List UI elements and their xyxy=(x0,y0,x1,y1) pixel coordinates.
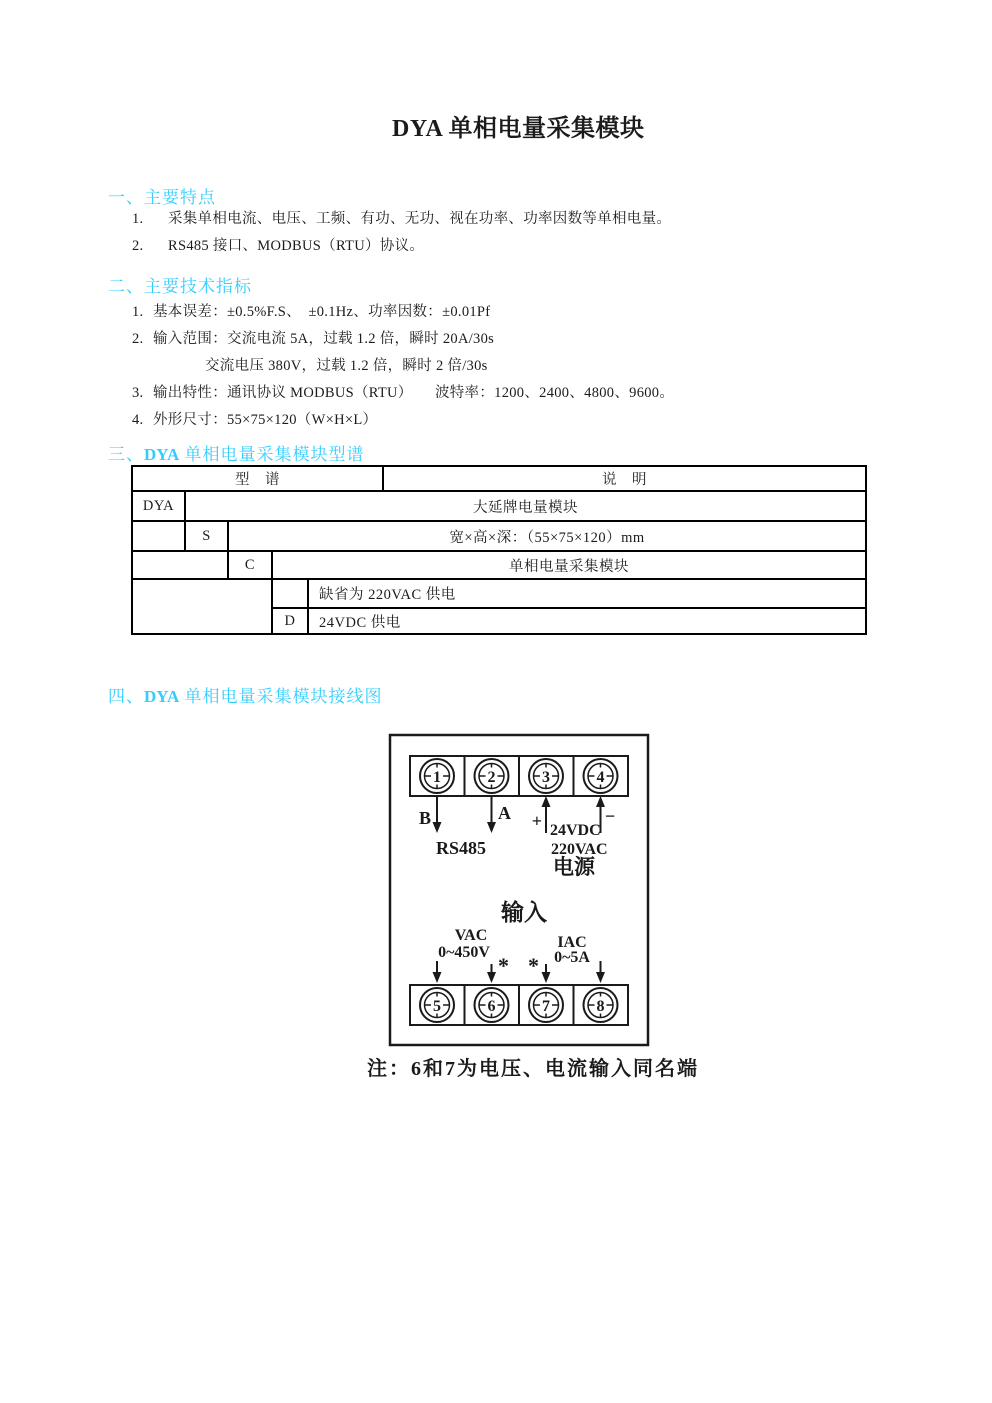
diagram-note: 注：6和7为电压、电流输入同名端 xyxy=(367,1058,699,1080)
page-title: DYA 单相电量采集模块 xyxy=(392,116,645,142)
heading-prefix: 四、 xyxy=(108,687,144,706)
terminal-2-number: 2 xyxy=(487,769,496,786)
table-desc-s: 宽×高×深：（55×75×120）mm xyxy=(449,529,645,546)
table-code-c: C xyxy=(244,556,256,573)
item-text: 基本误差：±0.5%F.S、 ±0.1Hz、功率因数：±0.01Pf xyxy=(153,304,491,320)
label-220vac: 220VAC xyxy=(551,841,608,858)
terminal-1-icon xyxy=(420,759,454,793)
label-rs485: RS485 xyxy=(435,838,487,858)
item-number: 2. xyxy=(132,331,144,347)
item-number: 2. xyxy=(132,238,144,254)
terminal-6-number: 6 xyxy=(487,998,496,1015)
label-iac: IAC xyxy=(557,934,587,951)
terminal-4-number: 4 xyxy=(596,769,605,786)
table-desc-default-supply: 缺省为 220VAC 供电 xyxy=(319,587,456,603)
heading-prefix: 三、 xyxy=(108,445,144,464)
terminal-7-icon xyxy=(529,988,563,1022)
table-header-description: 说 明 xyxy=(602,472,647,488)
label-vac: VAC xyxy=(454,927,488,944)
label-minus: − xyxy=(605,806,616,826)
section2-item-4 xyxy=(132,408,377,429)
vac-arrow-terminal5 xyxy=(433,961,442,983)
section1-heading: 一、主要特点 xyxy=(108,188,216,207)
item-number: 1. xyxy=(132,211,144,227)
label-a: A xyxy=(498,803,511,823)
item-text: RS485 接口、MODBUS（RTU）协议。 xyxy=(168,238,425,254)
heading-dya: DYA xyxy=(144,687,180,706)
rs485-b-arrow xyxy=(433,796,442,833)
table-code-dya: DYA xyxy=(142,497,175,514)
terminal-3-icon xyxy=(529,759,563,793)
item-text: 输出特性：通讯协议 MODBUS（RTU） 波特率：1200、2400、4800、9600。 xyxy=(153,385,675,401)
item-text: 外形尺寸：55×75×120（W×H×L） xyxy=(153,412,378,428)
terminal-6-icon xyxy=(475,988,509,1022)
label-b: B xyxy=(418,808,431,828)
item-number: 4. xyxy=(132,412,144,428)
terminal-1-number: 1 xyxy=(433,769,441,786)
terminal-7-number: 7 xyxy=(542,998,550,1015)
table-code-s: S xyxy=(202,527,211,544)
section2-heading: 二、主要技术指标 xyxy=(108,277,252,296)
section4-heading xyxy=(108,682,383,707)
label-vac-range: 0~450V xyxy=(438,944,490,961)
heading-rest: 单相电量采集模块型谱 xyxy=(179,445,365,464)
label-plus: + xyxy=(531,811,542,831)
terminal-3-number: 3 xyxy=(542,769,550,786)
terminal-2-icon xyxy=(475,759,509,793)
wiring-diagram xyxy=(340,723,740,1093)
terminal-4-icon xyxy=(584,759,618,793)
item-number: 1. xyxy=(132,304,144,320)
bottom-terminal-strip xyxy=(410,985,628,1025)
item-text: 采集单相电流、电压、工频、有功、无功、视在功率、功率因数等单相电量。 xyxy=(168,211,672,227)
section2-item-1 xyxy=(132,300,490,321)
heading-rest: 单相电量采集模块接线图 xyxy=(179,687,383,706)
vac-arrow-terminal6 xyxy=(487,964,496,983)
terminal-8-icon xyxy=(584,988,618,1022)
terminal-5-number: 5 xyxy=(433,998,441,1015)
iac-arrow-terminal8 xyxy=(596,961,605,983)
section1-item-2 xyxy=(132,234,424,255)
item-text: 交流电压 380V，过载 1.2 倍，瞬时 2 倍/30s xyxy=(205,358,488,374)
wiring-diagram-svg xyxy=(340,723,740,1088)
terminal-8-number: 8 xyxy=(596,998,605,1015)
table-desc-c: 单相电量采集模块 xyxy=(509,558,629,575)
label-power: 电源 xyxy=(553,855,595,879)
label-star-right: * xyxy=(498,953,509,978)
label-24vdc: 24VDC xyxy=(550,822,601,839)
table-header-model: 型 谱 xyxy=(235,472,280,488)
model-spectrum-table xyxy=(131,465,867,635)
section3-heading xyxy=(108,440,365,465)
rs485-a-arrow xyxy=(487,796,496,833)
section1-item-1 xyxy=(132,207,671,228)
item-number: 3. xyxy=(132,385,144,401)
heading-dya: DYA xyxy=(144,445,180,464)
section2-item-2 xyxy=(132,327,494,348)
section2-item-3 xyxy=(132,381,674,402)
label-iac-range: 0~5A xyxy=(554,949,590,966)
table-desc-dya: 大延牌电量模块 xyxy=(473,499,578,516)
label-input: 输入 xyxy=(501,900,547,925)
label-star-left: * xyxy=(528,953,539,978)
terminal-5-icon xyxy=(420,988,454,1022)
item-text: 输入范围：交流电流 5A，过载 1.2 倍，瞬时 20A/30s xyxy=(153,331,495,347)
table-code-d: D xyxy=(284,612,296,629)
iac-arrow-terminal7 xyxy=(542,964,551,983)
table-desc-24vdc: 24VDC 供电 xyxy=(319,614,401,631)
section2-item-2-continuation xyxy=(205,354,488,375)
top-terminal-strip xyxy=(410,756,628,796)
